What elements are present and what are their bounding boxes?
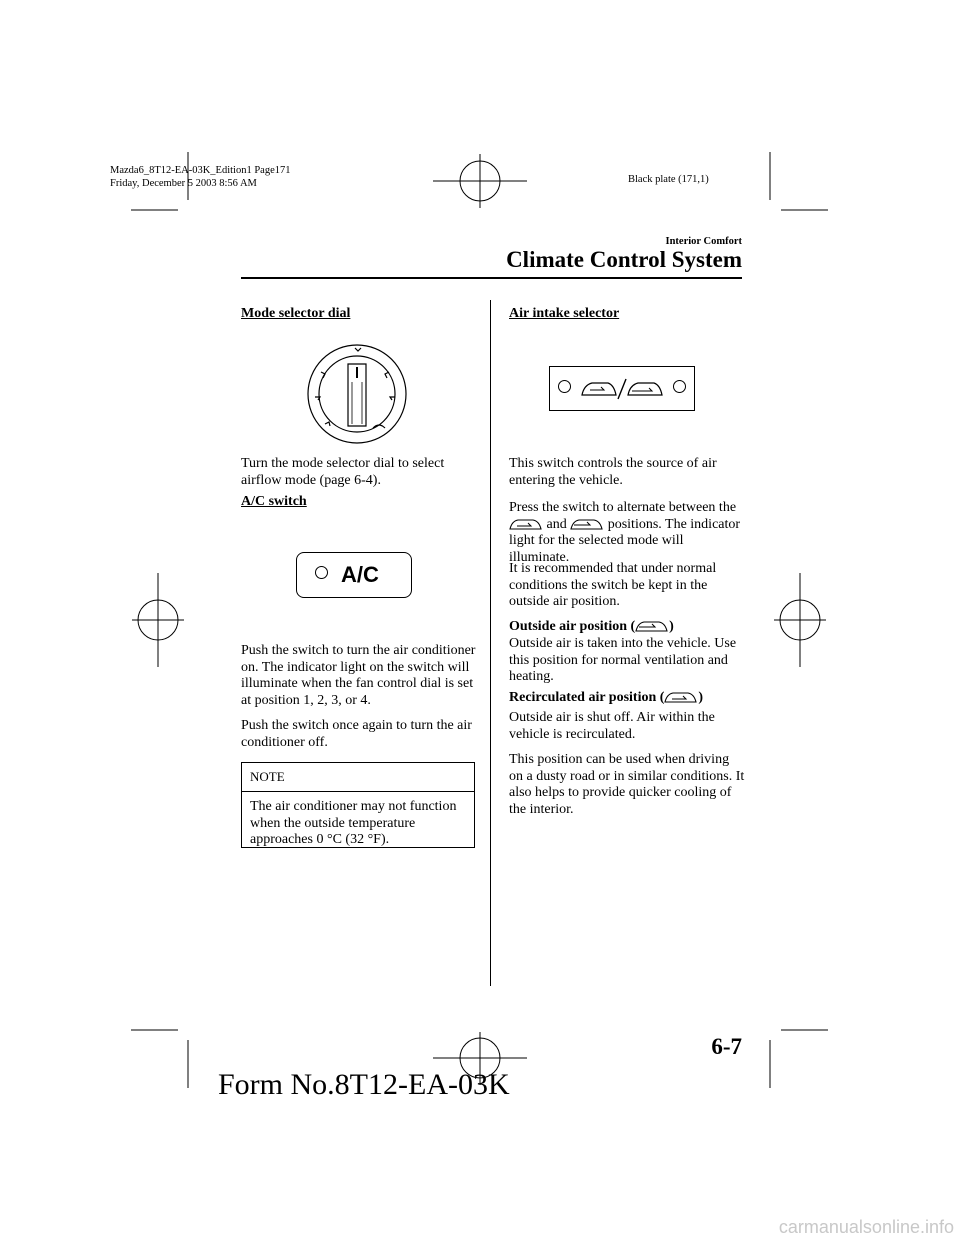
intake-text-1: This switch controls the source of air entering the vehicle. (509, 456, 717, 488)
watermark: carmanualsonline.info (778, 1217, 954, 1237)
air-intake-switch-illustration (549, 366, 695, 411)
ac-text-2: Push the switch once again to turn the air conditioner off. (241, 718, 472, 750)
outside-air-icon (570, 517, 604, 531)
header-rule (241, 277, 742, 279)
top-crosshair-icon (433, 154, 527, 208)
column-divider (490, 300, 491, 986)
indicator-light-icon (315, 566, 328, 579)
outside-air-heading-post: ) (669, 619, 674, 634)
indicator-light-right-icon (673, 380, 686, 393)
print-file: Mazda6_8T12-EA-03K_Edition1 Page171 (110, 165, 291, 176)
black-plate-label: Black plate (171,1) (628, 174, 709, 185)
note-box (241, 762, 475, 848)
left-crosshair-icon (132, 573, 184, 667)
recirculated-air-heading (509, 690, 745, 707)
form-number: Form No.8T12-EA-03K (218, 1068, 510, 1101)
intake-text-3: It is recommended that under normal conditions the switch be kept in the outside air position. (509, 561, 717, 609)
indicator-light-left-icon (558, 380, 571, 393)
outside-air-text: Outside air is taken into the vehicle. Use this position for normal ventilation and heating. (509, 636, 737, 684)
section-label: Interior Comfort (665, 236, 742, 247)
recirculated-air-text-1: Outside air is shut off. Air within the vehicle is recirculated. (509, 710, 715, 742)
recirculated-air-heading-post: ) (698, 690, 704, 705)
page-title: Climate Control System (506, 247, 742, 272)
mode-selector-heading: Mode selector dial (241, 306, 351, 321)
note-heading: NOTE (242, 763, 474, 792)
ac-button-label: A/C (341, 562, 379, 587)
note-text: The air conditioner may not function when the outside temperature approaches 0 °C (32 °F). (250, 799, 457, 847)
mode-selector-text: Turn the mode selector dial to select airflow mode (page 6-4). (241, 456, 445, 488)
recirculated-air-heading-icon (664, 690, 698, 704)
intake-text-2 (509, 500, 745, 566)
print-date: Friday, December 5 2003 8:56 AM (110, 178, 257, 189)
outside-air-heading-icon (635, 619, 669, 633)
recirc-outside-symbol-icon (580, 377, 664, 401)
page-number: 6-7 (711, 1034, 742, 1059)
outside-air-heading-pre: Outside air position ( (509, 619, 636, 634)
right-crosshair-icon (774, 573, 826, 667)
recirculated-air-heading-pre: Recirculated air position ( (509, 690, 665, 705)
intake-text-2b: and (546, 516, 567, 532)
recirculated-air-text-2: This position can be used when driving on a dusty road or in similar conditions. It also helps to provide quicker cooling of the interior. (509, 752, 745, 817)
mode-selector-dial-illustration (305, 342, 409, 446)
recirculate-icon (509, 517, 543, 531)
ac-switch-heading: A/C switch (241, 494, 307, 509)
air-intake-heading: Air intake selector (509, 306, 620, 321)
intake-text-2c: positions. The indicator light for the selected mode will illuminate. (509, 516, 741, 565)
intake-text-2a: Press the switch to alternate between the (509, 500, 737, 515)
ac-switch-illustration (296, 552, 412, 598)
ac-text-1: Push the switch to turn the air conditioner on. The indicator light on the switch will illuminate when the fan control dial is set at position 1, 2, 3, or 4. (241, 643, 476, 708)
outside-air-heading (509, 619, 745, 636)
